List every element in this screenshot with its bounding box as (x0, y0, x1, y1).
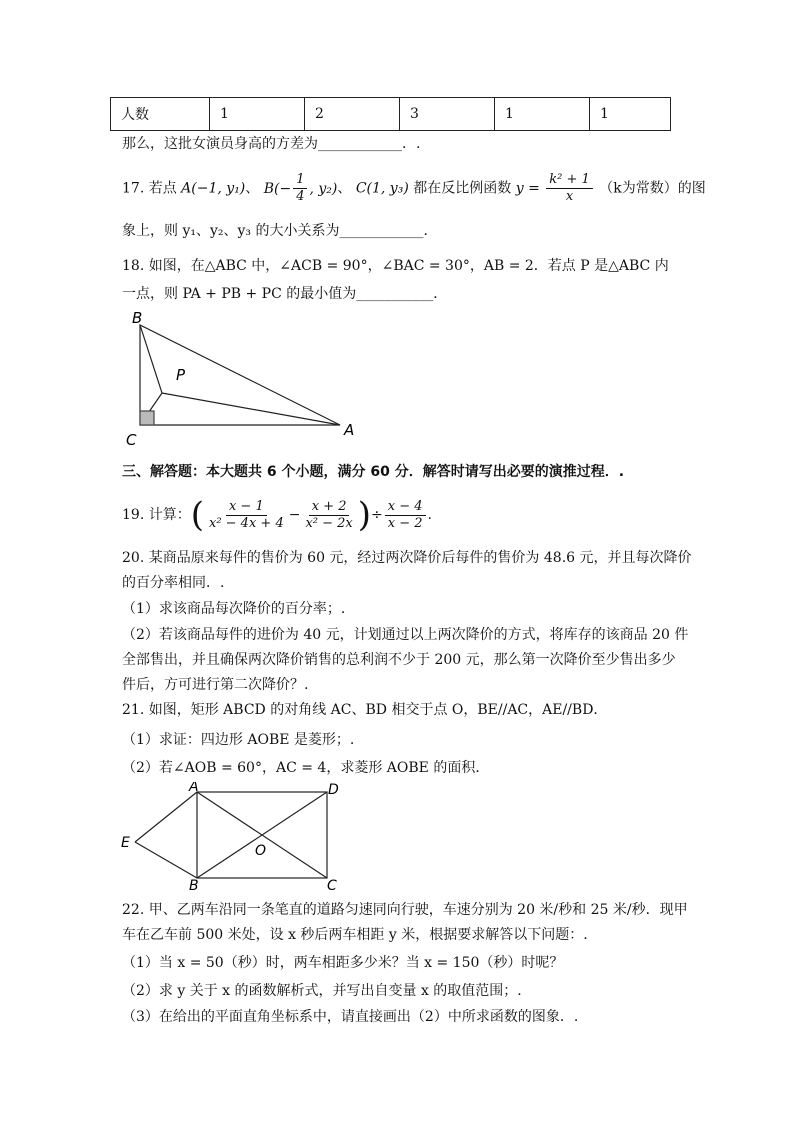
label-c: C (126, 431, 137, 449)
table-cell: 1 (210, 98, 305, 131)
table-row (111, 98, 671, 131)
table-cell-label: 人数 (111, 98, 210, 131)
q19-fraction-3: $\frac{x - 4}{x - 2}$ (385, 499, 426, 532)
q17-func-fraction: $\frac{\text{k² + 1}}{x}$ (546, 172, 593, 205)
section-3-heading: 三、解答题：本大题共 6 个小题，满分 60 分．解答时请写出必要的演推过程．. (122, 464, 625, 480)
table-cell: 3 (400, 98, 495, 131)
q19-line: 19. 计算：( $\frac{x - 1}{\text{x² − 4x + 4}}$ − $\frac{x + 2}{\text{x² − 2x}}$ )÷ $\frac{x - 4}{x - 2}$ . (122, 495, 432, 535)
q17-line2: 象上，则 y₁、y₂、y₃ 的大小关系为____________． (122, 223, 438, 239)
q18-line1: 18. 如图，在△ABC 中，∠ACB = 90°，∠BAC = 30°，AB = 2．若点 P 是△ABC 内 (122, 258, 669, 274)
frequency-table (110, 97, 671, 131)
q19-prefix: 19. 计算： (122, 507, 191, 523)
q22-line1: 22. 甲、乙两车沿同一条笔直的道路匀速同向行驶，车速分别为 20 米/秒和 25 米/秒．现甲 (122, 902, 688, 918)
q17-point-a: A(−1, y₁) (181, 180, 246, 197)
q17-sep: 、 (337, 180, 352, 197)
q20-sub1: （1）求该商品每次降价的百分率；. (122, 601, 346, 617)
q19-fraction-2: $\frac{x + 2}{\text{x² − 2x}}$ (305, 498, 353, 531)
q21-sub1: （1）求证：四边形 AOBE 是菱形；. (122, 732, 355, 748)
triangle-abc-figure (120, 305, 370, 450)
q20-sub2-line2: 全部售出，并且确保两次降价销售的总利润不少于 200 元，那么第一次降价至少售出多少 (122, 652, 676, 668)
q22-sub1: （1）当 x = 50（秒）时，两车相距多少米？当 x = 150（秒）时呢？ (122, 955, 564, 971)
q17-point-c: C(1, y₃) (355, 180, 409, 197)
label-b: B (132, 309, 143, 327)
q20-line2: 的百分率相同．. (122, 575, 225, 591)
q22-sub2: （2）求 y 关于 x 的函数解析式，并写出自变量 x 的取值范围；. (122, 983, 522, 999)
q20-line1: 20. 某商品原来每件的售价为 60 元，经过两次降价后每件的售价为 48.6 元，并且每次降价 (122, 550, 692, 566)
label-a: A (344, 421, 355, 439)
q20-sub2-line3: 件后，方可进行第二次降价？. (122, 677, 309, 693)
table-cell: 1 (590, 98, 671, 131)
q21-line1: 21. 如图，矩形 ABCD 的对角线 AC、BD 相交于点 O，BE//AC，AE//BD． (122, 702, 608, 718)
label-b: B (189, 878, 199, 892)
q20-sub2-line1: （2）若该商品每件的进价为 40 元，计划通过以上两次降价的方式，将库存的该商品 20 件 (122, 627, 689, 643)
q17-suffix: （k为常数）的图 (599, 180, 706, 197)
q18-line2: 一点，则 PA + PB + PC 的最小值为___________． (122, 286, 448, 302)
label-o: O (255, 843, 267, 859)
label-c: C (327, 878, 337, 892)
label-a: A (189, 782, 199, 795)
q17-mid: 都在反比例函数 (413, 180, 512, 197)
table-cell: 1 (495, 98, 590, 131)
table-cell: 2 (305, 98, 400, 131)
label-e: E (121, 835, 130, 851)
label-p: P (176, 366, 186, 384)
q17-line1 (122, 172, 706, 205)
q16-tail: 那么，这批女演员身高的方差为____________．. (122, 136, 421, 152)
label-d: D (328, 782, 339, 798)
q17-point-b: B(− $\frac{1}{4}$ , y₂) (263, 172, 338, 204)
q22-line2: 车在乙车前 500 米处，设 x 秒后两车相距 y 米，根据要求解答以下问题：. (122, 927, 588, 943)
q17-prefix: 17. 若点 (122, 180, 177, 197)
q22-sub3: （3）在给出的平面直角坐标系中，请直接画出（2）中所求函数的图象．. (122, 1009, 579, 1025)
q19-fraction-1: $\frac{x - 1}{\text{x² − 4x + 4}}$ (208, 498, 284, 531)
q17-func-lhs: y = (515, 180, 540, 197)
rhombus-rectangle-figure (115, 782, 355, 892)
q17-sep: 、 (245, 180, 260, 197)
q21-sub2: （2）若∠AOB = 60°，AC = 4，求菱形 AOBE 的面积． (122, 760, 490, 776)
